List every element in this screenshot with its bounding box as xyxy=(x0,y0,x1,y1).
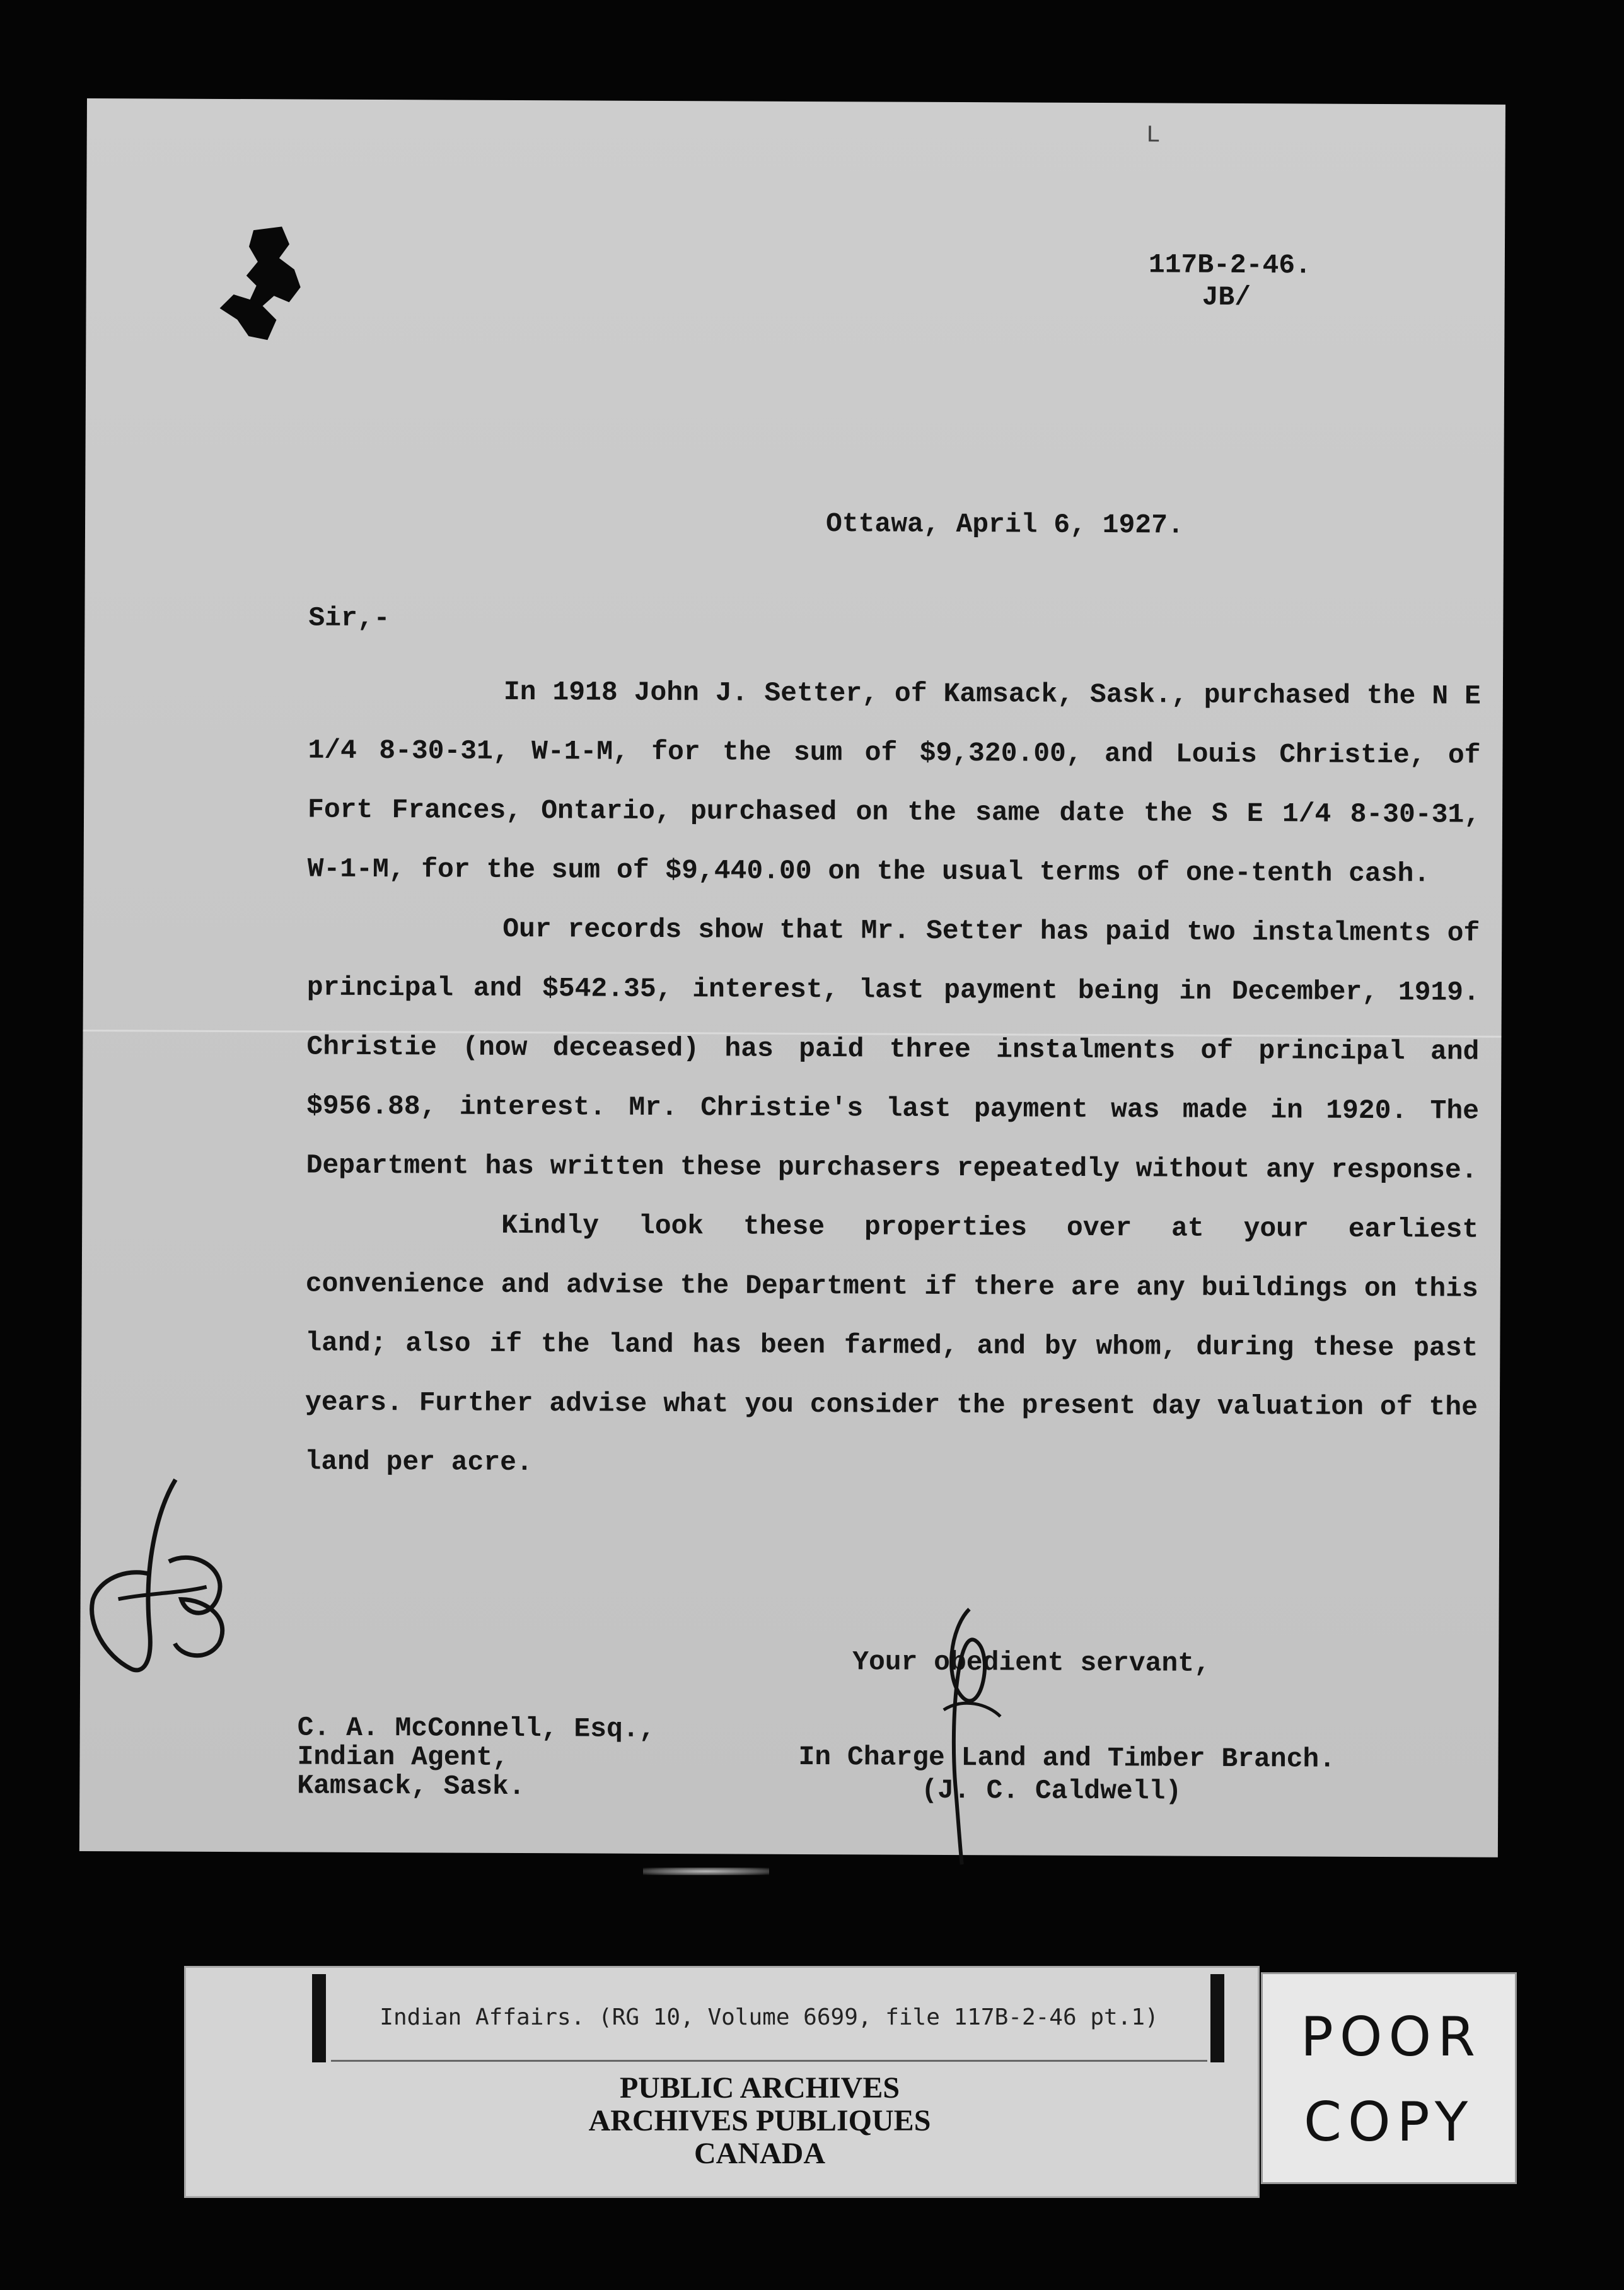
addressee-title: Indian Agent, xyxy=(297,1741,509,1773)
letter-page xyxy=(79,98,1505,1857)
file-reference: 117B-2-46. xyxy=(1148,249,1312,281)
archive-label xyxy=(184,1966,1260,2198)
poor-copy-note xyxy=(1261,1972,1517,2184)
salutation: Sir,- xyxy=(308,602,390,634)
archive-institution xyxy=(186,2072,1258,2170)
signatory-name: (J. C. Caldwell) xyxy=(921,1774,1182,1807)
signatory-title: In Charge Land and Timber Branch. xyxy=(798,1741,1336,1775)
institution-line-2: ARCHIVES PUBLIQUES xyxy=(588,2104,931,2137)
date-line: Ottawa, April 6, 1927. xyxy=(825,508,1184,541)
addressee-block xyxy=(297,1713,655,1801)
poor-copy-line-1: POOR xyxy=(1301,2006,1482,2069)
archive-citation: Indian Affairs. (RG 10, Volume 6699, file 117B-2-46 pt.1) xyxy=(331,1974,1207,2062)
institution-line-1: PUBLIC ARCHIVES xyxy=(619,2071,900,2105)
closing: Your obedient servant, xyxy=(852,1646,1210,1679)
signatory-block xyxy=(798,1741,1335,1809)
handwritten-signature-icon xyxy=(924,1603,1014,1868)
film-smudge xyxy=(643,1868,769,1875)
paragraph-3: Kindly look these properties over at your earliest convenience and advise the Department if there are any buildings on this land; also if the land has been farmed, and by whom, during these past years. Further advise what you consider the present day valuation of the land per acre. xyxy=(304,1209,1479,1479)
label-bar-right xyxy=(1210,1974,1224,2062)
handwritten-initials-icon xyxy=(80,1473,238,1682)
addressee-location: Kamsack, Sask. xyxy=(297,1770,525,1803)
poor-copy-line-2: COPY xyxy=(1304,2091,1475,2154)
institution-line-3: CANADA xyxy=(694,2137,825,2170)
ink-blot-icon xyxy=(218,225,313,346)
typist-initials: JB/ xyxy=(1202,281,1251,313)
addressee-name: C. A. McConnell, Esq., xyxy=(297,1712,656,1745)
label-bar-left xyxy=(312,1974,326,2062)
paragraph-2: Our records show that Mr. Setter has paid two instalments of principal and $542.35, interest, last payment being in December, 1919. Christie (now deceased) has paid three instalments of principal and $956.88, interest. Mr. Christie's last payment was made in 1920. The Department has written these purchasers repeatedly without any response. xyxy=(306,913,1480,1186)
paragraph-1: In 1918 John J. Setter, of Kamsack, Sask., purchased the N E 1/4 8-30-31, W-1-M, for the sum of $9,320.00, and Louis Christie, of Fort Frances, Ontario, purchased on the same date the S E 1/4 8-30-31, W-1-M, for the sum of $9,440.00 on the usual terms of one-tenth cash. xyxy=(307,676,1481,890)
corner-mark: L xyxy=(1146,122,1161,149)
letter-body xyxy=(304,662,1481,1497)
